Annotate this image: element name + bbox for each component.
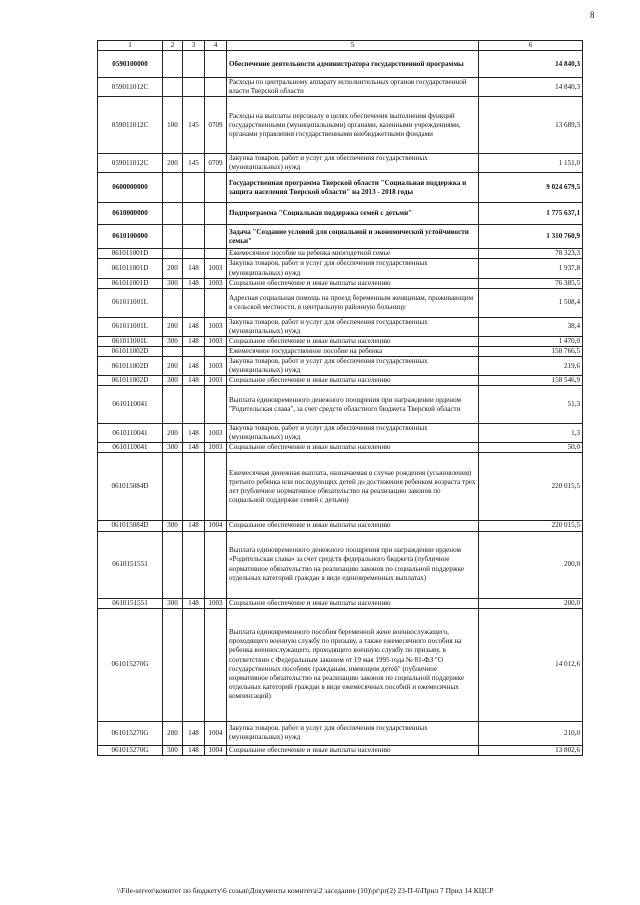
subsection-cell: 0709 bbox=[205, 154, 227, 173]
amount-cell: 50,0 bbox=[479, 443, 583, 453]
subsection-cell bbox=[205, 386, 227, 424]
description-cell: Закупка товаров, работ и услуг для обеспечения государственных (муниципальных) нужд bbox=[227, 317, 479, 336]
section-cell bbox=[183, 288, 205, 317]
amount-cell: 76 385,5 bbox=[479, 278, 583, 288]
section-cell: 148 bbox=[183, 521, 205, 531]
vr-cell: 200 bbox=[163, 154, 183, 173]
amount-cell: 51,3 bbox=[479, 386, 583, 424]
code-cell: 0590100000 bbox=[98, 51, 163, 78]
col-header: 4 bbox=[205, 41, 227, 51]
subsection-cell: 1004 bbox=[205, 721, 227, 745]
description-cell: Социальное обеспечение и иные выплаты населению bbox=[227, 521, 479, 531]
col-header: 6 bbox=[479, 41, 583, 51]
code-cell: 0610110041 bbox=[98, 443, 163, 453]
amount-cell: 200,0 bbox=[479, 598, 583, 608]
description-cell: Закупка товаров, работ и услуг для обеспечения государственных (муниципальных) нужд bbox=[227, 357, 479, 376]
subsection-cell bbox=[205, 453, 227, 521]
table-row bbox=[98, 317, 583, 336]
table-row bbox=[98, 173, 583, 203]
amount-cell: 14 840,3 bbox=[479, 78, 583, 97]
table-row bbox=[98, 259, 583, 278]
code-cell: 0610000000 bbox=[98, 203, 163, 225]
amount-cell: 1 151,0 bbox=[479, 154, 583, 173]
amount-cell: 14 012,6 bbox=[479, 608, 583, 721]
amount-cell: 1 470,0 bbox=[479, 336, 583, 346]
subsection-cell bbox=[205, 78, 227, 97]
page-number: 8 bbox=[590, 10, 595, 20]
section-cell bbox=[183, 173, 205, 203]
subsection-cell: 1003 bbox=[205, 424, 227, 443]
description-cell: Выплата единовременного денежного поощрения при награждении орденом «Родительская слава» за счет средств федерального бюджета (публичное нормативное обязательство на реализацию законов по социальной поддержке отдельных категорий граждан в виде единовременных выплатах) bbox=[227, 531, 479, 598]
description-cell: Подпрограмма "Социальная поддержка семей с детьми" bbox=[227, 203, 479, 225]
table-row bbox=[98, 424, 583, 443]
vr-cell bbox=[163, 288, 183, 317]
section-cell bbox=[183, 249, 205, 259]
vr-cell: 300 bbox=[163, 376, 183, 386]
section-cell: 148 bbox=[183, 336, 205, 346]
description-cell: Расходы по центральному аппарату исполнительных органов государственной власти Тверской области bbox=[227, 78, 479, 97]
vr-cell: 200 bbox=[163, 357, 183, 376]
table-row bbox=[98, 721, 583, 745]
subsection-cell: 1003 bbox=[205, 376, 227, 386]
table-row bbox=[98, 336, 583, 346]
table-row bbox=[98, 531, 583, 598]
amount-cell: 158 546,9 bbox=[479, 376, 583, 386]
description-cell: Расходы на выплаты персоналу в целях обеспечения выполнения функций государственными (муниципальными) органами, казенными учреждениями, органами управления государственными внебюджетными фондами bbox=[227, 97, 479, 154]
amount-cell: 220 015,5 bbox=[479, 453, 583, 521]
amount-cell: 158 766,5 bbox=[479, 346, 583, 356]
vr-cell bbox=[163, 249, 183, 259]
section-cell: 148 bbox=[183, 376, 205, 386]
subsection-cell: 1003 bbox=[205, 259, 227, 278]
vr-cell: 300 bbox=[163, 521, 183, 531]
description-cell: Закупка товаров, работ и услуг для обеспечения государственных (муниципальных) нужд bbox=[227, 259, 479, 278]
description-cell: Социальное обеспечение и иные выплаты населению bbox=[227, 376, 479, 386]
table-row bbox=[98, 745, 583, 755]
description-cell: Закупка товаров, работ и услуг для обеспечения государственных (муниципальных) нужд bbox=[227, 721, 479, 745]
code-cell: 061011002D bbox=[98, 346, 163, 356]
subsection-cell: 1003 bbox=[205, 278, 227, 288]
subsection-cell bbox=[205, 225, 227, 249]
description-cell: Ежемесячная денежная выплата, назначаемая в случае рождения (усыновления) третьего ребенка или последующих детей до достижения ребенком возраста трех лет (публичное нормативное обязательство на реализацию законов по социальной поддержке семей с детьми) bbox=[227, 453, 479, 521]
table-body bbox=[98, 51, 583, 756]
table-row bbox=[98, 608, 583, 721]
section-cell bbox=[183, 386, 205, 424]
code-cell: 061011001L bbox=[98, 288, 163, 317]
amount-cell: 1 310 760,9 bbox=[479, 225, 583, 249]
vr-cell bbox=[163, 453, 183, 521]
table-row bbox=[98, 598, 583, 608]
code-cell: 061011001D bbox=[98, 278, 163, 288]
code-cell: 061011001L bbox=[98, 317, 163, 336]
section-cell: 148 bbox=[183, 598, 205, 608]
section-cell bbox=[183, 78, 205, 97]
vr-cell: 300 bbox=[163, 745, 183, 755]
table-row bbox=[98, 51, 583, 78]
code-cell: 061011001L bbox=[98, 336, 163, 346]
section-cell bbox=[183, 531, 205, 598]
amount-cell: 219,6 bbox=[479, 357, 583, 376]
table-row bbox=[98, 154, 583, 173]
amount-cell: 1 508,4 bbox=[479, 288, 583, 317]
description-cell: Социальное обеспечение и иные выплаты населению bbox=[227, 745, 479, 755]
amount-cell: 210,0 bbox=[479, 721, 583, 745]
col-header: 2 bbox=[163, 41, 183, 51]
description-cell: Социальное обеспечение и иные выплаты населению bbox=[227, 443, 479, 453]
subsection-cell: 1003 bbox=[205, 443, 227, 453]
vr-cell bbox=[163, 346, 183, 356]
vr-cell: 300 bbox=[163, 443, 183, 453]
vr-cell bbox=[163, 203, 183, 225]
table-row bbox=[98, 278, 583, 288]
description-cell: Адресная социальная помощь на проезд беременным женщинам, проживающим в сельской местности, в центральную районную больницу bbox=[227, 288, 479, 317]
amount-cell: 38,4 bbox=[479, 317, 583, 336]
code-cell: 0610151551 bbox=[98, 531, 163, 598]
description-cell: Выплата единовременного пособия беременной жене военнослужащего, проходящего военную службу по призыву, а также ежемесячного пособия на ребенка военнослужащего, проходящего военную службу по призыву, в соответствии с Федеральным законом от 19 мая 1995 года № 81-ФЗ "О государственных пособиях гражданам, имеющим детей" (публичное нормативное обязательство на реализацию законов по социальной поддержке отдельных категорий граждан в виде ежемесячных пособий и ежемесячных компенсаций) bbox=[227, 608, 479, 721]
section-cell bbox=[183, 453, 205, 521]
vr-cell: 200 bbox=[163, 259, 183, 278]
subsection-cell bbox=[205, 249, 227, 259]
col-header: 1 bbox=[98, 41, 163, 51]
vr-cell: 200 bbox=[163, 424, 183, 443]
table-row bbox=[98, 97, 583, 154]
vr-cell: 200 bbox=[163, 721, 183, 745]
subsection-cell: 1003 bbox=[205, 317, 227, 336]
vr-cell bbox=[163, 173, 183, 203]
section-cell: 148 bbox=[183, 357, 205, 376]
table-row bbox=[98, 249, 583, 259]
code-cell: 0610110041 bbox=[98, 424, 163, 443]
subsection-cell: 0709 bbox=[205, 97, 227, 154]
vr-cell bbox=[163, 225, 183, 249]
vr-cell: 100 bbox=[163, 97, 183, 154]
subsection-cell bbox=[205, 608, 227, 721]
section-cell: 148 bbox=[183, 259, 205, 278]
section-cell bbox=[183, 608, 205, 721]
code-cell: 059011012C bbox=[98, 97, 163, 154]
description-cell: Социальное обеспечение и иные выплаты населению bbox=[227, 598, 479, 608]
description-cell: Ежемесячное пособие на ребенка многодетной семье bbox=[227, 249, 479, 259]
code-cell: 0610100000 bbox=[98, 225, 163, 249]
description-cell: Социальное обеспечение и иные выплаты населению bbox=[227, 336, 479, 346]
table-row bbox=[98, 357, 583, 376]
amount-cell: 78 323,3 bbox=[479, 249, 583, 259]
code-cell: 061015270G bbox=[98, 608, 163, 721]
table-row bbox=[98, 453, 583, 521]
col-header: 5 bbox=[227, 41, 479, 51]
subsection-cell bbox=[205, 531, 227, 598]
section-cell: 148 bbox=[183, 745, 205, 755]
section-cell: 148 bbox=[183, 424, 205, 443]
amount-cell: 1 937,8 bbox=[479, 259, 583, 278]
description-cell: Государственная программа Тверской области "Социальная поддержка и защита населения Тверской области" на 2013 - 2018 годы bbox=[227, 173, 479, 203]
section-cell bbox=[183, 346, 205, 356]
table-row bbox=[98, 376, 583, 386]
code-cell: 059011012C bbox=[98, 154, 163, 173]
subsection-cell: 1003 bbox=[205, 598, 227, 608]
section-cell bbox=[183, 225, 205, 249]
vr-cell bbox=[163, 531, 183, 598]
amount-cell: 9 024 679,5 bbox=[479, 173, 583, 203]
code-cell: 061015270G bbox=[98, 721, 163, 745]
section-cell bbox=[183, 203, 205, 225]
table-row bbox=[98, 225, 583, 249]
code-cell: 0600000000 bbox=[98, 173, 163, 203]
description-cell: Задача "Создание условий для социальной и экономической устойчивости семьи" bbox=[227, 225, 479, 249]
amount-cell: 14 840,3 bbox=[479, 51, 583, 78]
table-row bbox=[98, 78, 583, 97]
vr-cell bbox=[163, 78, 183, 97]
col-header: 3 bbox=[183, 41, 205, 51]
code-cell: 061015084D bbox=[98, 521, 163, 531]
vr-cell: 300 bbox=[163, 336, 183, 346]
code-cell: 061011001D bbox=[98, 249, 163, 259]
vr-cell bbox=[163, 51, 183, 78]
vr-cell bbox=[163, 608, 183, 721]
subsection-cell: 1004 bbox=[205, 521, 227, 531]
subsection-cell bbox=[205, 346, 227, 356]
amount-cell: 220 015,5 bbox=[479, 521, 583, 531]
description-cell: Социальное обеспечение и иные выплаты населению bbox=[227, 278, 479, 288]
section-cell bbox=[183, 51, 205, 78]
section-cell: 148 bbox=[183, 278, 205, 288]
table-row bbox=[98, 288, 583, 317]
description-cell: Обеспечение деятельности администратора государственной программы bbox=[227, 51, 479, 78]
table-row bbox=[98, 386, 583, 424]
table-row bbox=[98, 203, 583, 225]
description-cell: Закупка товаров, работ и услуг для обеспечения государственных (муниципальных) нужд bbox=[227, 424, 479, 443]
subsection-cell: 1003 bbox=[205, 357, 227, 376]
section-cell: 145 bbox=[183, 154, 205, 173]
vr-cell: 200 bbox=[163, 317, 183, 336]
section-cell: 145 bbox=[183, 97, 205, 154]
code-cell: 061011002D bbox=[98, 376, 163, 386]
description-cell: Закупка товаров, работ и услуг для обеспечения государственных (муниципальных) нужд bbox=[227, 154, 479, 173]
code-cell: 0610110041 bbox=[98, 386, 163, 424]
subsection-cell bbox=[205, 173, 227, 203]
amount-cell: 13 689,3 bbox=[479, 97, 583, 154]
header-row bbox=[98, 41, 583, 51]
amount-cell: 1,3 bbox=[479, 424, 583, 443]
vr-cell: 300 bbox=[163, 278, 183, 288]
code-cell: 0610151551 bbox=[98, 598, 163, 608]
table-row bbox=[98, 443, 583, 453]
section-cell: 148 bbox=[183, 443, 205, 453]
subsection-cell: 1004 bbox=[205, 745, 227, 755]
section-cell: 148 bbox=[183, 317, 205, 336]
code-cell: 061011002D bbox=[98, 357, 163, 376]
table-row bbox=[98, 346, 583, 356]
file-path-footer: \\File-server\комитет по бюджету\6 созыв\Документы комитета\2 заседание (10)\pr\pr(2) 23-П-6\Прил 7 Прил 14 КЦСР bbox=[117, 886, 494, 895]
description-cell: Выплата единовременного денежного поощрения при награждении орденом "Родительская слава", за счет средств областного бюджета Тверской области bbox=[227, 386, 479, 424]
code-cell: 061011001D bbox=[98, 259, 163, 278]
amount-cell: 200,0 bbox=[479, 531, 583, 598]
vr-cell bbox=[163, 386, 183, 424]
code-cell: 061015270G bbox=[98, 745, 163, 755]
table-row bbox=[98, 521, 583, 531]
vr-cell: 300 bbox=[163, 598, 183, 608]
amount-cell: 1 775 637,1 bbox=[479, 203, 583, 225]
description-cell: Ежемесячное государственное пособие на ребенка bbox=[227, 346, 479, 356]
section-cell: 148 bbox=[183, 721, 205, 745]
subsection-cell: 1003 bbox=[205, 336, 227, 346]
subsection-cell bbox=[205, 203, 227, 225]
subsection-cell bbox=[205, 288, 227, 317]
code-cell: 059011012C bbox=[98, 78, 163, 97]
budget-table bbox=[97, 40, 583, 756]
subsection-cell bbox=[205, 51, 227, 78]
amount-cell: 13 802,6 bbox=[479, 745, 583, 755]
code-cell: 061015084D bbox=[98, 453, 163, 521]
